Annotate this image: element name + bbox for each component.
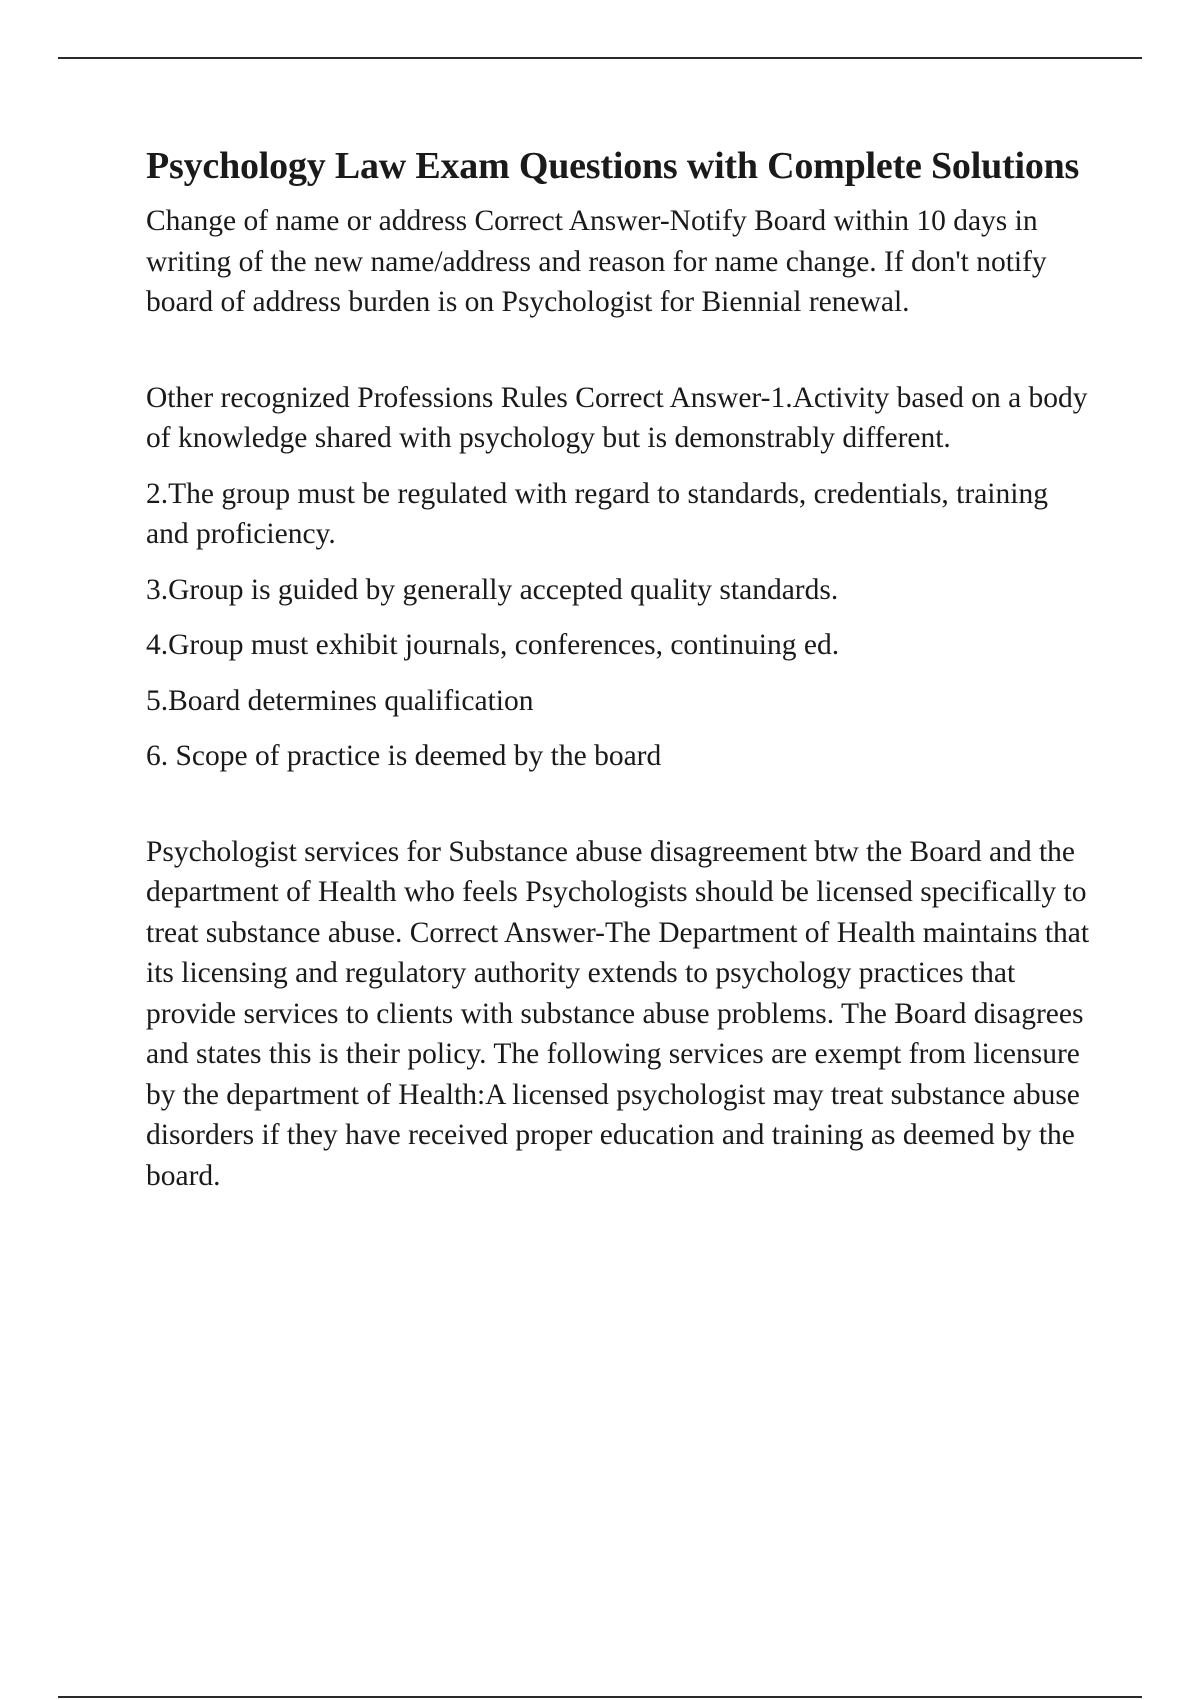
- qa-list-item: 4.Group must exhibit journals, conferences, continuing ed.: [146, 629, 840, 661]
- document-body: [146, 142, 1096, 1196]
- qa-list-item: 3.Group is guided by generally accepted quality standards.: [146, 573, 839, 606]
- qa-paragraph: Change of name or address Correct Answer-Notify Board within 10 days in writing of the new name/address and reason for name change. If don't notify board of address burden is on Psychologist for Biennial renewal.: [146, 205, 1047, 318]
- section-spacer: [146, 323, 1096, 378]
- paragraph-spacer: [146, 666, 1096, 681]
- bottom-divider: [58, 1696, 1142, 1698]
- qa-paragraph: Other recognized Professions Rules Correct Answer-1.Activity based on a body of knowledge shared with psychology but is demonstrably different.: [146, 381, 1088, 454]
- qa-list-item: 5.Board determines qualification: [146, 684, 534, 717]
- qa-paragraph: Psychologist services for Substance abuse disagreement btw the Board and the department of Health who feels Psychologists should be licensed specifically to treat substance abuse. Correct Answer-The Department of Health maintains that its licensing and regulatory authority extends to psychology practices that provide services to clients with substance abuse problems. The Board disagrees and states this is their policy. The following services are exempt from licensure by the department of Health:A licensed psychologist may treat substance abuse disorders if they have received proper education and training as deemed by the board.: [146, 835, 1090, 1192]
- qa-section-name-change: [146, 201, 1096, 323]
- paragraph-spacer: [146, 721, 1096, 736]
- top-divider: [58, 57, 1142, 59]
- qa-section-substance-abuse: [146, 832, 1096, 1197]
- paragraph-spacer: [146, 610, 1096, 625]
- section-spacer: [146, 777, 1096, 832]
- paragraph-spacer: [146, 555, 1096, 570]
- qa-list-item: 6. Scope of practice is deemed by the board: [146, 740, 662, 772]
- qa-list-item: 2.The group must be regulated with regard to standards, credentials, training and proficiency.: [146, 477, 1048, 550]
- document-title: Psychology Law Exam Questions with Complete Solutions: [146, 145, 1080, 187]
- qa-section-other-professions: [146, 378, 1096, 777]
- paragraph-spacer: [146, 459, 1096, 474]
